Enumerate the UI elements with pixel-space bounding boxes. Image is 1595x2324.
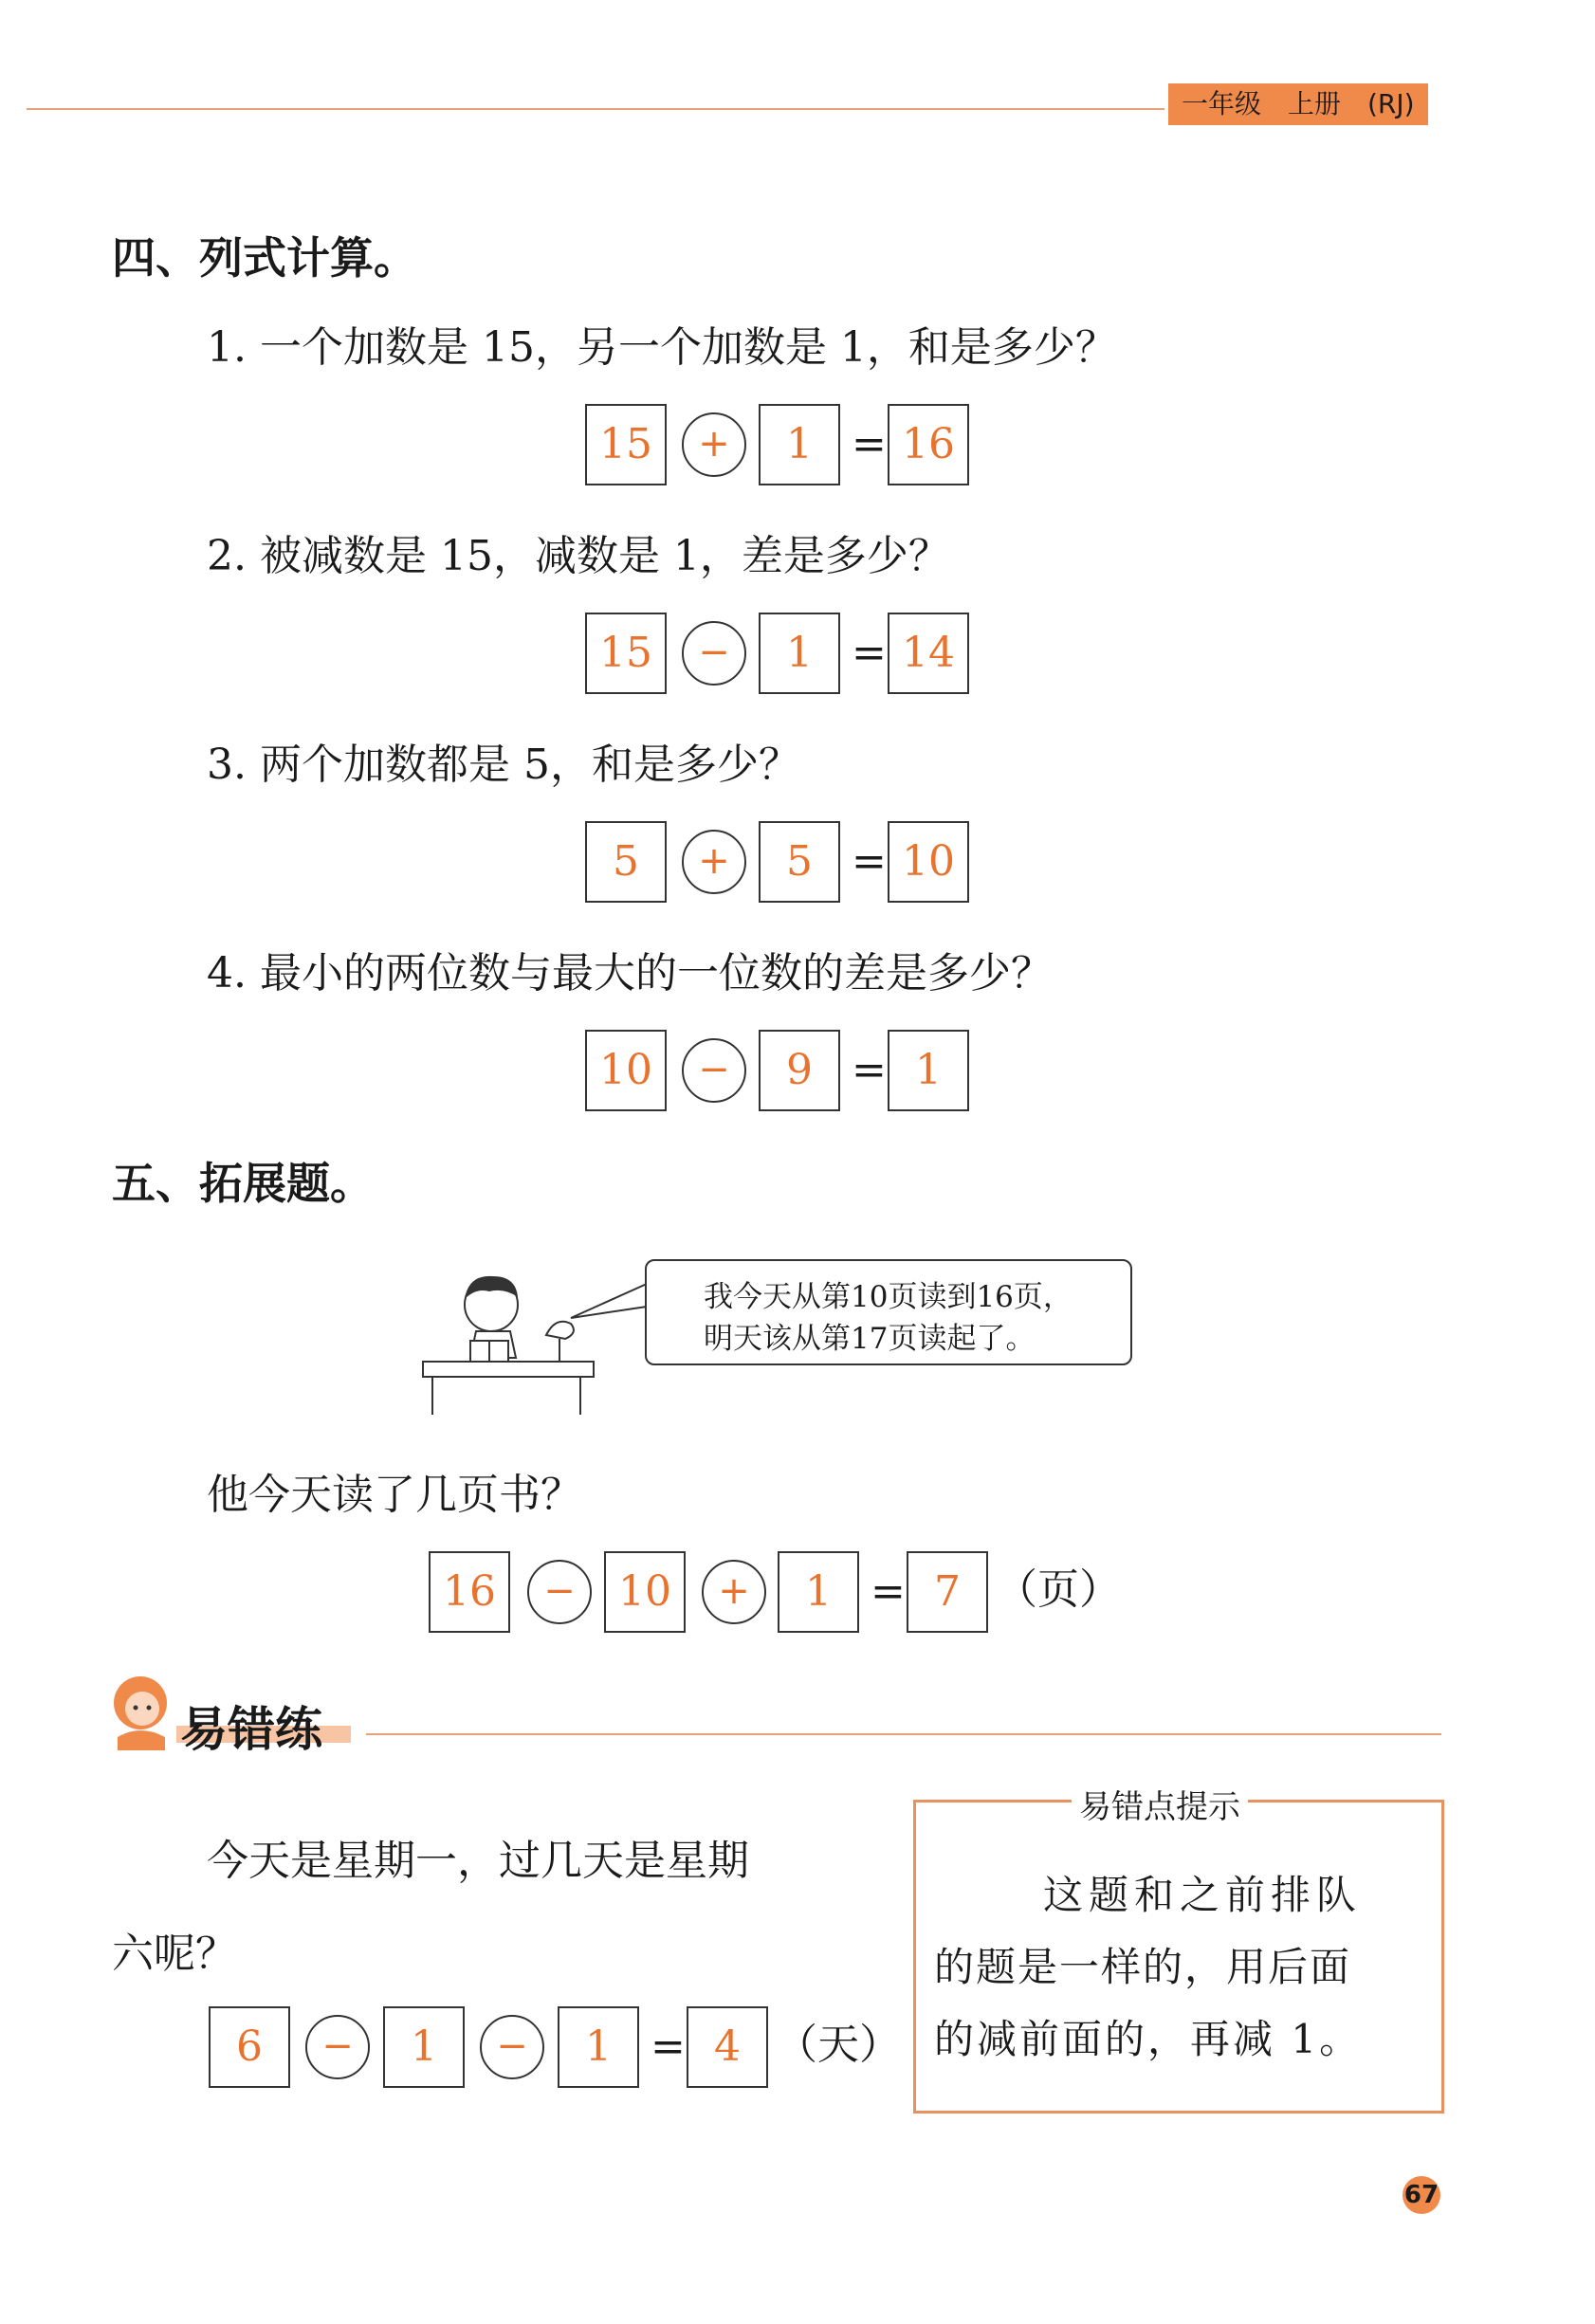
problem-2-result: 14 [888, 613, 969, 694]
problem-4-result: 1 [888, 1030, 969, 1111]
minus-operator-icon: − [305, 2015, 370, 2079]
plus-operator-icon: + [682, 830, 746, 894]
page-number: 67 [1402, 2176, 1440, 2214]
equals-sign: = [651, 2022, 686, 2071]
bubble-line-1: 我今天从第10页读到16页， [704, 1280, 1072, 1314]
problem-2-operand-b: 1 [759, 613, 840, 694]
mistakes-operand-a: 6 [209, 2006, 290, 2088]
mistakes-question-line-1: 今天是星期一，过几天是星期 [207, 1837, 749, 1885]
equals-sign: = [852, 837, 887, 886]
problem-3-operand-a: 5 [585, 821, 667, 903]
expansion-operand-b: 10 [604, 1551, 686, 1633]
equals-sign: = [871, 1567, 906, 1616]
problem-1-operand-b: 1 [759, 404, 840, 485]
speech-bubble-tail-icon [569, 1280, 649, 1337]
mistake-tip-title: 易错点提示 [1072, 1781, 1248, 1827]
expansion-operand-a: 16 [429, 1551, 510, 1633]
mistake-tip-line-3: 的减前面的，再减 1。 [934, 2016, 1363, 2062]
minus-operator-icon: − [682, 1038, 746, 1103]
problem-2-text: 2. 被减数是 15，减数是 1，差是多少？ [207, 532, 950, 580]
mistake-tip-line-2: 的题是一样的，用后面 [934, 1944, 1352, 1990]
plus-operator-icon: + [682, 412, 746, 477]
minus-operator-icon: − [527, 1560, 592, 1624]
expansion-result: 7 [907, 1551, 988, 1633]
problem-4-operand-b: 9 [759, 1030, 840, 1111]
unit-pages: （页） [996, 1565, 1121, 1614]
girl-mascot-icon [106, 1671, 176, 1750]
problem-4-operand-a: 10 [585, 1030, 667, 1111]
plus-operator-icon: + [702, 1560, 766, 1624]
grade-tag: 一年级 上册 (RJ) [1168, 83, 1428, 125]
problem-2-operand-a: 15 [585, 613, 667, 694]
equals-sign: = [852, 1046, 887, 1094]
problem-1-operand-a: 15 [585, 404, 667, 485]
equals-sign: = [852, 629, 887, 677]
unit-days: （天） [776, 2021, 901, 2069]
bubble-line-2: 明天该从第17页读起了。 [704, 1322, 1036, 1356]
problem-1-text: 1. 一个加数是 15，另一个加数是 1，和是多少？ [207, 323, 1117, 372]
mistakes-question-line-2: 六呢？ [112, 1930, 237, 1978]
equals-sign: = [852, 420, 887, 468]
mistakes-operand-c: 1 [558, 2006, 639, 2088]
problem-4-text: 4. 最小的两位数与最大的一位数的差是多少？ [207, 949, 1053, 997]
problem-3-result: 10 [888, 821, 969, 903]
speech-bubble [645, 1259, 1132, 1365]
minus-operator-icon: − [480, 2015, 544, 2079]
problem-1-result: 16 [888, 404, 969, 485]
problem-3-operand-b: 5 [759, 821, 840, 903]
mistakes-rule [366, 1733, 1441, 1735]
minus-operator-icon: − [682, 621, 746, 686]
mistake-tip-line-1: 这题和之前排队 [1043, 1872, 1363, 1918]
section-5-title: 五、拓展题。 [112, 1158, 374, 1209]
section-4-title: 四、列式计算。 [112, 232, 417, 284]
problem-3-text: 3. 两个加数都是 5，和是多少？ [207, 741, 800, 789]
mistakes-result: 4 [687, 2006, 768, 2088]
mistakes-operand-b: 1 [383, 2006, 465, 2088]
section-5-question: 他今天读了几页书？ [207, 1471, 582, 1519]
expansion-operand-c: 1 [778, 1551, 859, 1633]
mistakes-title: 易错练 [180, 1702, 322, 1757]
header-rule [27, 108, 1164, 110]
